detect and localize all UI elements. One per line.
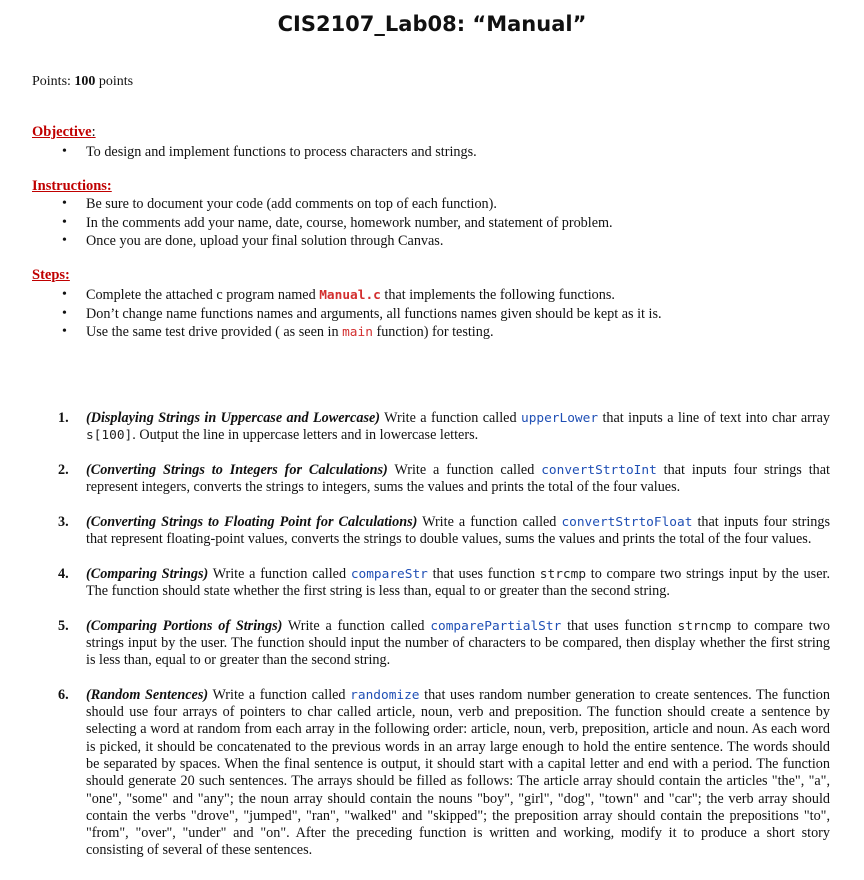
function-name: convertStrtoInt — [541, 462, 657, 478]
objective-heading: Objective: — [32, 124, 96, 140]
points-line — [32, 74, 133, 90]
steps-list — [54, 286, 662, 342]
function-name: comparePartialStr — [430, 618, 562, 634]
list-item: • Complete the attached c program named Manual.c that implements the following functions. — [54, 286, 662, 305]
points-value: 100 — [74, 74, 96, 89]
function-name: randomize — [350, 687, 420, 703]
task-list — [54, 410, 830, 877]
function-name: upperLower — [520, 411, 599, 426]
list-item: • Once you are done, upload your final solution through Canvas. — [54, 232, 613, 251]
task-item-4: 4. (Comparing Strings) Write a function called compareStr that uses function strcmp to compare two strings input by the user. The function should state whether the first string is less than, equal to or greater than the second string. — [58, 565, 830, 599]
task-item-5: 5. (Comparing Portions of Strings) Write a function called comparePartialStr that uses function strncmp to compare two strings input by the user. The function should input the number of characters to be compared, then display whether the first string is less than, equal to or greater than the second string. — [58, 617, 830, 669]
task-item-2: 2. (Converting Strings to Integers for Calculations) Write a function called convertStrtoInt that inputs four strings that represent integers, converts the strings to integers, sums the values and prints the total of the four values. — [58, 461, 831, 496]
function-name: convertStrtoFloat — [561, 514, 693, 530]
instructions-heading: Instructions: — [32, 178, 112, 194]
points-unit: points — [98, 74, 134, 89]
page-title: CIS2107_Lab08: “Manual” — [277, 12, 587, 36]
steps-heading: Steps: — [32, 267, 70, 283]
list-item: • Be sure to document your code (add comments on top of each function). — [54, 195, 613, 214]
points-label: Points: — [32, 74, 71, 89]
task-item-6: 6. (Random Sentences) Write a function called randomize that uses random number generation to create sentences. The function should use four arrays of pointers to char called article, noun, verb and preposition. The function should create a sentence by selecting a word at random from each array in the following order: article, noun, verb, preposition, article and noun. As each word is picked, it should be concatenated to the previous words in an array large enough to hold the entire sentence. The words should be separated by spaces. When the final sentence is output, it should start with a capital letter and end with a period. The function should generate 20 such sentences. The arrays should be filled as follows: The article array should contain the articles "the", "a", "one", "some" and "any"; the noun array should contain the nouns "boy", "girl", "dog", "town" and "car"; the verb array should contain the verbs "drove", "jumped", "ran", "walked" and "skipped"; the preposition array should contain the prepositions "to", "from", "over", "under" and "on". After the preceding function is written and working, modify it to produce a short story consisting of several of these sentences. — [58, 686, 830, 859]
inline-code: strcmp — [539, 566, 587, 582]
inline-code: s[100] — [86, 428, 133, 444]
main-code: main — [342, 325, 373, 340]
instructions-list — [54, 195, 613, 251]
list-item: • In the comments add your name, date, course, homework number, and statement of problem. — [54, 214, 613, 233]
function-name: compareStr — [350, 566, 428, 582]
task-item-1: 1. (Displaying Strings in Uppercase and Lowercase) Write a function called upperLower that inputs a line of text into char array s[100]. Output the line in uppercase letters and in lowercase letters. — [58, 410, 830, 444]
list-item: • To design and implement functions to process characters and strings. — [54, 143, 477, 162]
inline-code: strncmp — [677, 618, 732, 634]
list-item: • Use the same test drive provided ( as seen in main function) for testing. — [54, 323, 662, 342]
objective-list — [54, 143, 477, 162]
task-item-3: 3. (Converting Strings to Floating Point for Calculations) Write a function called convertStrtoFloat that inputs four strings that represent floating-point values, converts the strings to double values, sums the values and prints the total of the four values. — [58, 513, 830, 548]
filename-code: Manual.c — [319, 288, 381, 303]
list-item: • Don’t change name functions names and arguments, all functions names given should be kept as it is. — [54, 305, 662, 324]
